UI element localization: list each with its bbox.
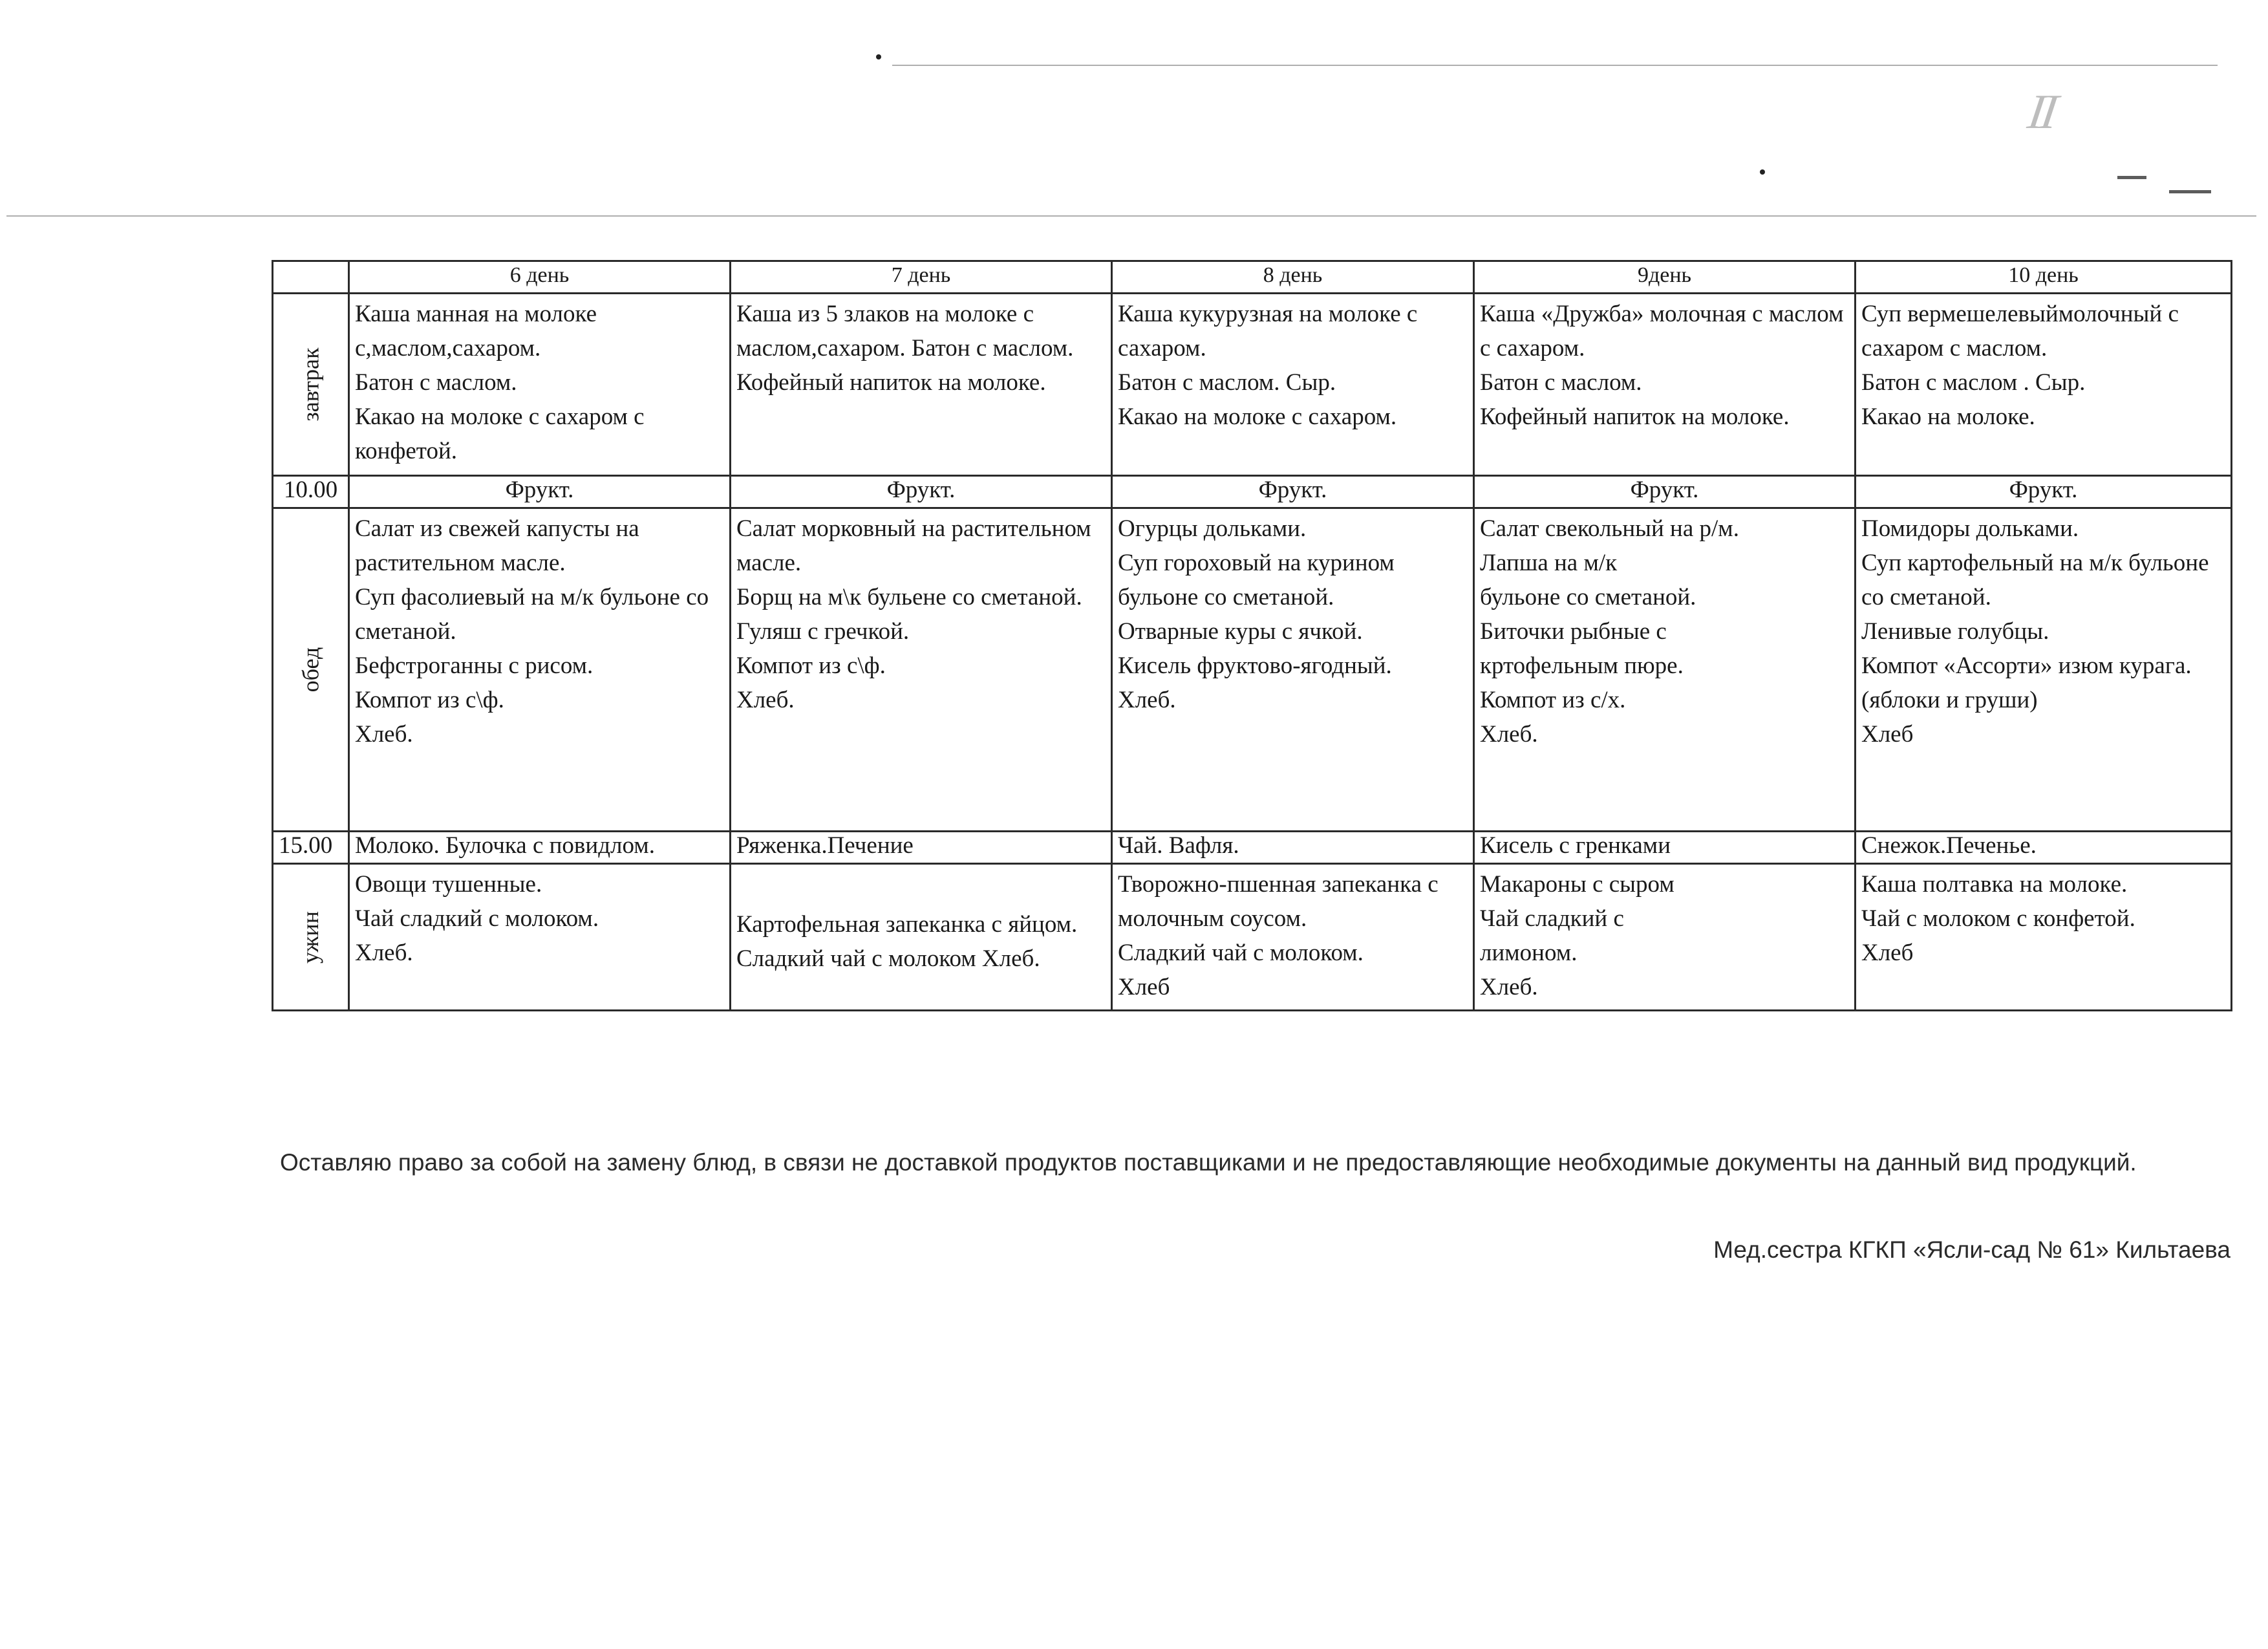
menu-cell (1474, 293, 1856, 476)
fruit-row (273, 476, 2232, 508)
dish-list: Картофельная запеканка с яйцом. Сладкий чай с молоком Хлеб. (736, 911, 1078, 973)
menu-cell (1856, 293, 2232, 476)
snack-cell: Ряженка.Печение (731, 832, 1112, 864)
breakfast-row (273, 293, 2232, 476)
scan-artifact-dot (876, 54, 881, 59)
fruit-cell: Фрукт. (731, 476, 1112, 508)
dish-list: Салат морковный на растительном масле. Борщ на м\к бульене со сметаной. Гуляш с гречкой. Компот из с\ф. Хлеб. (736, 515, 1091, 714)
signature-line: Мед.сестра КГКП «Ясли-сад № 61» Кильтаева (1713, 1236, 2231, 1263)
meal-label-dinner: ужин (297, 911, 323, 964)
dish-list: Овощи тушенные. Чай сладкий с молоком. Хлеб. (355, 871, 599, 967)
dish-list: Суп вермешелевыймолочный с сахаром с маслом. Батон с маслом . Сыр. Какао на молоке. (1861, 300, 2179, 430)
menu-cell (1474, 864, 1856, 1011)
meal-label-cell (273, 864, 349, 1011)
day-header: 8 день (1112, 261, 1474, 294)
day-header: 7 день (731, 261, 1112, 294)
menu-table (272, 260, 2232, 1011)
meal-label-lunch: обед (297, 647, 323, 693)
snack-row (273, 832, 2232, 864)
menu-cell (1112, 293, 1474, 476)
dish-list: Салат свекольный на р/м. Лапша на м/к бульоне со сметаной. Биточки рыбные с кртофельным пюре. Компот из с/х. Хлеб. (1480, 515, 1739, 748)
menu-cell (731, 293, 1112, 476)
menu-cell (731, 864, 1112, 1011)
dish-list: Творожно-пшенная запеканка с молочным соусом. Сладкий чай с молоком. Хлеб (1118, 871, 1439, 1001)
dish-list: Каша манная на молоке с,маслом,сахаром. Батон с маслом. Какао на молоке с сахаром с конфетой. (355, 300, 645, 464)
menu-cell (349, 508, 731, 832)
snack-cell: Снежок.Печенье. (1856, 832, 2232, 864)
menu-cell (1112, 508, 1474, 832)
substitution-note: Оставляю право за собой на замену блюд, в связи не доставкой продуктов поставщиками и не предоставляющие необходимые документы на данный вид продукций. (280, 1149, 2137, 1176)
page-number-mark: II (2020, 85, 2064, 139)
snack-cell: Молоко. Булочка с повидлом. (349, 832, 731, 864)
menu-cell (1856, 508, 2232, 832)
scan-artifact-dash (2117, 176, 2146, 179)
dish-list: Каша полтавка на молоке. Чай с молоком с конфетой. Хлеб (1861, 871, 2135, 967)
scan-artifact-line-top (892, 65, 2218, 66)
menu-cell (1474, 508, 1856, 832)
meal-label-cell (273, 508, 349, 832)
time-label: 10.00 (273, 476, 349, 508)
dinner-row (273, 864, 2232, 1011)
snack-cell: Кисель с гренками (1474, 832, 1856, 864)
dish-list: Помидоры дольками. Суп картофельный на м/к бульоне со сметаной. Ленивые голубцы. Компот «Ассорти» изюм курага.(яблоки и груши) Хлеб (1861, 515, 2209, 748)
day-header: 9день (1474, 261, 1856, 294)
meal-label-cell (273, 293, 349, 476)
fruit-cell: Фрукт. (1856, 476, 2232, 508)
dish-list: Каша из 5 злаков на молоке с маслом,сахаром. Батон с маслом. Кофейный напиток на молоке. (736, 300, 1074, 396)
dish-list: Огурцы дольками. Суп гороховый на курином бульоне со сметаной. Отварные куры с ячкой. Кисель фруктово-ягодный. Хлеб. (1118, 515, 1395, 714)
lunch-row (273, 508, 2232, 832)
day-header-row (273, 261, 2232, 294)
menu-cell (731, 508, 1112, 832)
time-label: 15.00 (273, 832, 349, 864)
fruit-cell: Фрукт. (1474, 476, 1856, 508)
menu-cell (349, 864, 731, 1011)
day-header: 6 день (349, 261, 731, 294)
dish-list: Салат из свежей капусты на растительном масле. Суп фасолиевый на м/к бульоне со сметаной. Бефстроганны с рисом. Компот из с\ф. Хлеб. (355, 515, 709, 748)
menu-cell (1112, 864, 1474, 1011)
snack-cell: Чай. Вафля. (1112, 832, 1474, 864)
fruit-cell: Фрукт. (1112, 476, 1474, 508)
fruit-cell: Фрукт. (349, 476, 731, 508)
corner-cell (273, 261, 349, 294)
day-header: 10 день (1856, 261, 2232, 294)
menu-cell (1856, 864, 2232, 1011)
scan-artifact-dash (2169, 190, 2211, 193)
menu-cell (349, 293, 731, 476)
scan-artifact-dot (1760, 169, 1765, 175)
meal-label-breakfast: завтрак (297, 347, 323, 422)
dish-list: Каша «Дружба» молочная с маслом с сахаром. Батон с маслом. Кофейный напиток на молоке. (1480, 300, 1844, 430)
dish-list: Каша кукурузная на молоке с сахаром. Батон с маслом. Сыр. Какао на молоке с сахаром. (1118, 300, 1418, 430)
scan-artifact-line-long (6, 215, 2256, 217)
dish-list: Макароны с сыром Чай сладкий с лимоном. Хлеб. (1480, 871, 1674, 1001)
